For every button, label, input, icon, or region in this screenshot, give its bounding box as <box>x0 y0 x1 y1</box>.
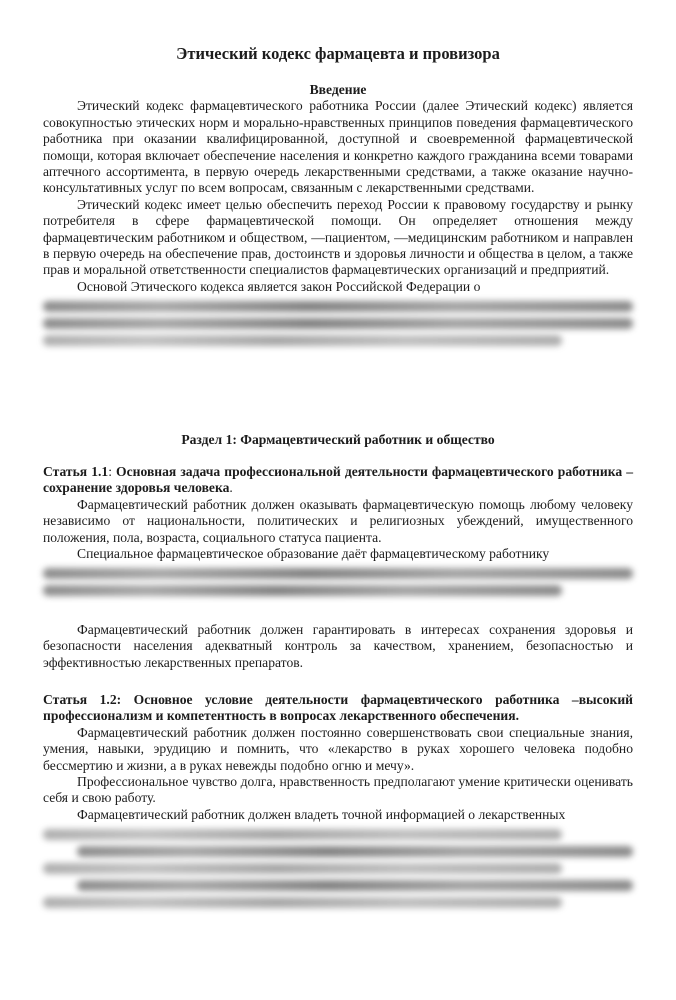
article-1-2-paragraph-3: Фармацевтический работник должен владеть точной информацией о лекарственных <box>77 806 566 822</box>
article-1-1-separator: : <box>108 464 117 479</box>
intro-paragraph-3: Основой Этического кодекса является закон Российской Федерации о <box>77 278 481 294</box>
blurred-text-line <box>43 301 633 312</box>
article-1-2-heading <box>43 692 633 725</box>
blurred-text-line <box>77 846 633 857</box>
intro-paragraph-2: Этический кодекс имеет целью обеспечить переход России к правовому государству и рынку потребителя в сфере фармацевтической помощи. Он определяет отношения между фармацевтическим работником и обществом, —пациентом, —медицинским работником и направлен в первую очередь на обеспечение прав, достоинств и здоровья личности и общества в целом, а также прав и моральной ответственности специалистов фармацевтических организаций и предприятий. <box>43 196 633 278</box>
blurred-text-line <box>43 335 562 346</box>
article-1-1-paragraph-2: Специальное фармацевтическое образование даёт фармацевтическому работнику <box>77 546 550 562</box>
article-1-1-title: Основная задача профессиональной деятельности фармацевтического работника – сохранение здоровья человека <box>43 464 633 496</box>
article-1-1-paragraph-3: Фармацевтический работник должен гарантировать в интересах сохранения здоровья и безопасности населения адекватный контроль за качеством, хранением, безопасностью и эффективностью лекарственных препаратов. <box>43 622 633 670</box>
article-1-2-paragraph-2: Профессиональное чувство долга, нравственность предполагают умение критически оценивать себя и свою работу. <box>43 774 633 806</box>
article-1-2-paragraph-1: Фармацевтический работник должен постоянно совершенствовать свои специальные знания, умения, навыки, эрудицию и помнить, что «лекарство в руках хорошего человека подобно бессмертию и жизни, а в руках невежды подобно огню и мечу». <box>43 724 633 773</box>
article-1-1-paragraph-1: Фармацевтический работник должен оказывать фармацевтическую помощь любому человеку независимо от национальности, политических и религиозных убеждений, имущественного положения, пола, возраста, социального статуса пациента. <box>43 496 633 545</box>
article-1-2-title: : Основное условие деятельности фармацевтического работника –высокий профессионализм и компетентность в вопросах лекарственного обеспечения. <box>43 692 633 724</box>
article-1-1-heading <box>43 464 633 497</box>
blurred-text-line <box>43 829 562 840</box>
article-1-2 <box>43 692 633 912</box>
article-1-1-end: . <box>229 480 233 496</box>
intro-paragraph-1: Этический кодекс фармацевтического работника России (далее Этический кодекс) является совокупностью этических норм и морально-нравственных принципов поведения фармацевтического работника при оказании квалифицированной, доступной и своевременной фармацевтической помощи, которая включает обеспечение населения и конкретно каждого гражданина всеми товарами аптечного ассортимента, в первую очередь лекарственными средствами, а также оказание научно-консультативных услуг по всем вопросам, связанным с лекарственными средствами. <box>43 98 633 196</box>
section-1-heading: Раздел 1: Фармацевтический работник и общество <box>181 432 495 447</box>
article-1-2-label: Статья 1.2 <box>43 692 117 707</box>
intro-heading: Введение <box>309 82 367 97</box>
intro-section <box>43 82 633 350</box>
blurred-text-line <box>43 897 562 908</box>
article-1-1 <box>43 464 633 600</box>
blurred-text-line <box>43 318 633 329</box>
blurred-text-line <box>77 880 633 891</box>
article-1-1-continued <box>43 622 633 671</box>
blurred-text-line <box>43 568 633 579</box>
article-1-1-label: Статья 1.1 <box>43 464 109 479</box>
blurred-text-line <box>43 863 562 874</box>
section-1 <box>43 432 633 448</box>
document-title: Этический кодекс фармацевта и провизора <box>176 44 500 63</box>
blurred-text-line <box>43 585 562 596</box>
